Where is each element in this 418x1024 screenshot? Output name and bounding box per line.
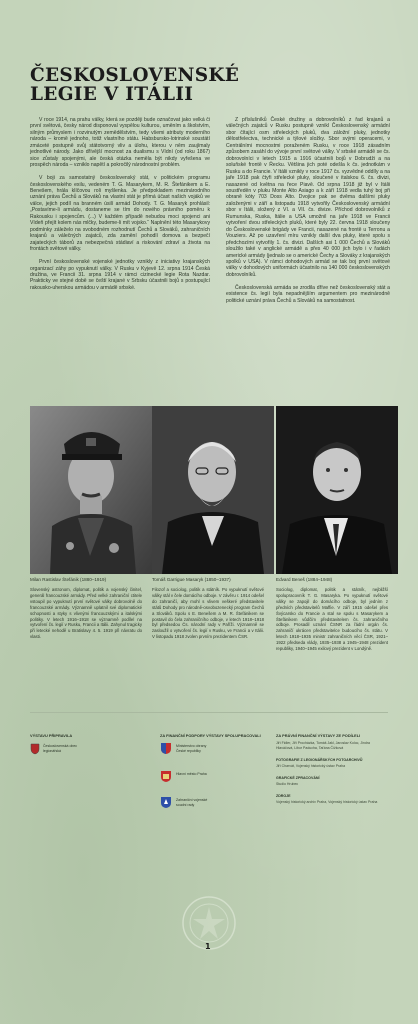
photos-credit: Jiří Charvát, Vojenský historický ústav Praha — [276, 764, 346, 768]
portrait-stefanik — [30, 406, 152, 574]
prague-logo-icon — [160, 770, 172, 788]
graphics-credit: Studio Hrubec — [276, 782, 299, 786]
partner-name: Ministerstvo obrany České republiky — [176, 744, 207, 753]
council-logo-icon — [160, 796, 172, 814]
footer-heading-prepared: VÝSTAVU PŘIPRAVILA — [30, 733, 73, 738]
caption-text-benes: Sociolog, diplomat, politik a státník, nejbližší spolupracovník T. G. Masaryka. Po vypuknutí světové války se zapojil do domácího odboje, byl jedním z předních představitelů Maffie. V září 1915 odešel přes Švýcarsko do Francie a stal se spolu s Masarykem a Štefánikem vůdčím představitelem čs. zahraničního odboje. Prosadil uznání ČSNR za řádní orgán čs. zahraničí ukrácen představitelce budoucího čs. státu. V letech 1918–1935 ministr zahraničních věcí ČSR, 1921–1922 předseda vlády, 1935–1938 a 1945–1948 prezident republiky, 1940–1945 exilový prezident v Londýně. — [276, 587, 388, 652]
sources-heading: ZDROJE — [276, 794, 291, 798]
partner-name: Hlavní město Praha — [176, 772, 207, 776]
portrait-masaryk — [152, 406, 274, 574]
caption-text-stefanik: Slovenský astronom, diplomat, politik a vojenský činitel, generál francouzské armády. Před velké zahraniční ctitele vstoupil po vypuknutí první světové války dobrovolně do francouzské armády. Významně uplatnil své diplomatické schopnosti a styky s vlivnými francouzskými a italskými politiky. V letech 1916–1918 se významně podílel na vytvoření čs. legií v Rusku, Francii a Itálii. Zahynul tragicky při letecké nehodě u Bratislavy 4. 5. 1919 při návratu do vlasti. — [30, 587, 142, 640]
authors-list: Jiří Fidler, Jiří Procházka, Tomáš Jakl, Jaroslav Koloc, Jindra Hlaváčová, Libor Paducha, Taťána Čížková — [276, 741, 370, 750]
paragraph: V boji za samostatný československý stát, v politickém programu československého exilu, vedeném T. G. Masarykem, M. R. Štefánikem a E. Benešem, hrála klíčovou roli myšlenka. Je předpokladem mezinárodního uznání práva Čechů a Slováků na vlastní stát je přímá účast našich vojáků ve válce, jejich podíl na branném úsilí armád Dohody. T. G. Masaryk prohlásil: „Postavíme-li armádu, dostaneme se tím do nového právního poměru k Rakousku i spojencům. (...) V každém případě nebudou moci spojenci ani Vídeň přejít kolem nás mlčky, budeme-li mít vojsko.“ Naplnění této Masarykovy podmínky záleželo na svobodném rozhodnutí Čechů a Slováků, zahraničních krajanů a válečných zajatců, zda zamění pohodlí domova a bezpečí zajateckých táborů za nebezpečná stádiaví a riskování zdraví a života na frontách světové války. — [30, 175, 210, 253]
title-line-2: LEGIE V ITÁLII — [30, 84, 194, 105]
page-number: 1 — [205, 942, 211, 951]
graphics-heading: GRAFICKÉ ZPRACOVÁNÍ — [276, 776, 320, 780]
col-logo-icon — [30, 742, 40, 760]
caption-text-masaryk: Filozof a sociolog, politik a státník. Po vypuknutí světové války stál v čele domácího odboje. V závěru r. 1914 odešel do zahraničí, aby mohl s vlivem veškeré představitele států Dohody pro národně-osvobozenecký program Čechů a Slováků. Spolu s E. Benešem a M. R. Štefánikem se postavil do čela zahraničního odboje, v letech 1918–1918 byl předsedou Čs. národní rady v Paříži. Významně se zasloužil o vytvoření čs. legií v Rusku, ve Francii a v Itálii. V listopadu 1918 zvolen prvním prezidentem ČSR. — [152, 587, 264, 640]
page-title — [30, 66, 239, 104]
paragraph: Československá armáda se zrodila dříve než československý stát a existence čs. legií byla nepadnějším argumentem pro mezinárodně politické uznání práva Čechů a Slováků na samostatnost. — [226, 284, 390, 304]
partner-name: Zahraniční vojenské soudní rady — [176, 798, 208, 807]
portrait-benes — [276, 406, 398, 574]
right-text-column — [226, 117, 390, 311]
footer-heading-partners: ZA FINANČNÍ PODPORY VÝSTAVY SPOLUPRACOVALI — [160, 733, 261, 738]
sources-credit: Vojenský historický archiv Praha, Vojenský historický ústav Praha — [276, 800, 378, 804]
left-text-column — [30, 117, 210, 298]
ministry-logo-icon — [160, 742, 172, 760]
caption-name-benes: Edvard Beneš (1884–1948) — [276, 577, 333, 582]
footer-org-name: Československá obec legionářská — [43, 744, 78, 753]
caption-name-masaryk: Tomáš Garrigue Masaryk (1850–1937) — [152, 577, 231, 582]
paragraph: V roce 1914, na prahu války, která se později bude označovat jako velká či první světová, česky národ disponoval vyspělou kulturou, uměním a školstvím, silným průmyslem i rozvinutým zemědělstvím, tedy všemi atributy moderního národa – kromě jednoho, totiž vlastního státu. Habsbursko-lotrinské soustátí zmáceté postupně svůj státotvorný vliv a úlohu, kterou v něm zaujímaly jednotlivé národy. Jako dřívější mocnost za dualismu s Vídní (od roku 1867) sice zůstaly spojenými, ale česká otázka neměla být nikdy vyřešena ve prospěch národa – vzniklo napětí a pokročilý národnostní problém. — [30, 117, 210, 169]
title-line-1: ČESKOSLOVENSKÉ — [30, 65, 240, 86]
paragraph: Z příslušníků České družiny a dobrovolníků z řad krajanů a válečných zajatců v Rusku postupně vznikl Československý armádní sbor čítající osm střeleckých pluků, dva záložní pluky, jednotky dělostřelectva, technické a týlové složky. Sbor svými operacemi, v Centrálními mocnostmi poraženém Rusku, v roce 1918 zásadním způsobem zasáhl do vývoje první světové války. V srbské armádě se čs. dobrovolníci v letech 1915 a 1916 účastnili bojů v Dobrudži a na soluňské frontě v Řecku. Většina jich poté odešla k čs. jednotkám v Rusku a do Francie. V Itálii vznikly v roce 1917 čs. vyzvědné oddíly a na jaře 1918 pak čtyři střelecké pluky, sloučené v italskou 6. čs. divizi, nasazené od května na řece Piavě. Od srpna 1918 již byl v Itálii soustředěn v pluku Monte Alto Asiago a k září 1918 vedla tuhý boj při obraně kóty 703 Doss Alto. Dvojice pak se dvěma dalšími pluky založenými v září a listopadu 1918 vytvořily Československý armádní sbor v Itálii, složený z VI. a VII. čs. divize. Příchod dobrovolníků z Rumunska, Ruska, Itálie a USA umožnil na jaře 1918 ve Francii vytvoření dvou střeleckých pluků, které byly 22. června 1918 sloučeny do Československé brigády ve Francii, nasazené na frontě u Terronu a Vouziers. Až po uzavření míru vznikly další dva pluky, které spolu s předchozími vytvořily 1. čs. divizi. Dalších asi 1 000 Čechů a Slováků sloužilo také v anglické armádě a přes 40 000 jich bylo i v řadách americké armády (jednalo se o americké Čechy a Slováky z krajanských spolků v USA). V rámci dohodových armád se tak boj první světové války v dohodových uniformách účastnilo na 140 000 československých dobrovolníků. — [226, 117, 390, 278]
footer-heading-authors: ZA PRÁVNÍ FINANČNÍ VÝSTAVY ZE PODÍLELI — [276, 733, 361, 738]
photos-heading: FOTOGRAFIE Z LEGIONÁŘSKÝCH FOTOARCHIVŮ — [276, 758, 363, 762]
paragraph: První československé vojenské jednotky vznikly z iniciativy krajanských organizací záhy po vypuknutí války. V Rusku v Kyjevě 12. srpna 1914 Česká družina, ve Francii 31. srpna 1914 v rámci cizinecké legie Rota Nazdar. Prakticky ve stejné době se čeští krajané v Srbsku účastnili bojů s postupující rakousko-uherskou armádou v armádě srbské. — [30, 259, 210, 291]
footer-divider — [30, 712, 388, 713]
caption-name-stefanik: Milan Rastislav Štefánik (1880–1919) — [30, 577, 107, 582]
